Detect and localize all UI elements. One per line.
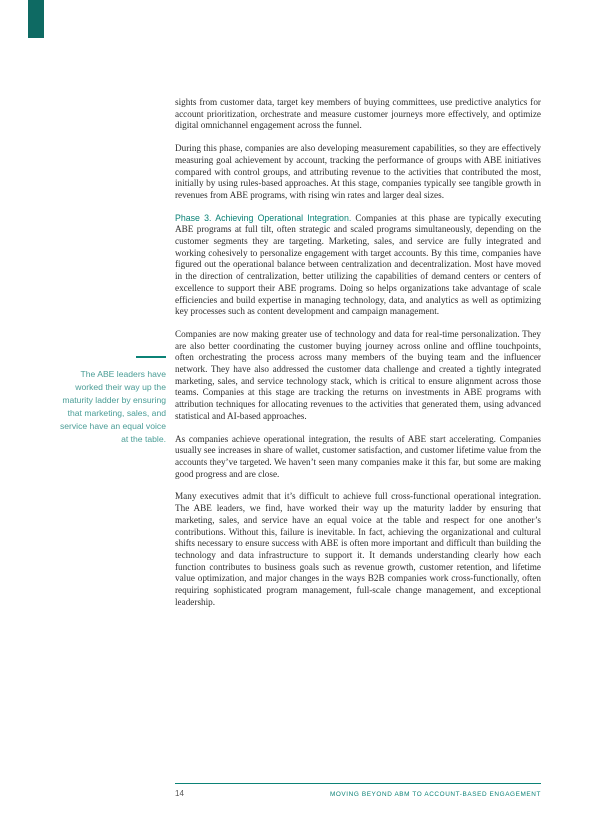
footer-running-title: MOVING BEYOND ABM TO ACCOUNT-BASED ENGAGEMENT: [329, 791, 541, 798]
phase-3-heading: Phase 3. Achieving Operational Integration.: [175, 212, 352, 223]
page-number: 14: [175, 789, 184, 798]
paragraph: During this phase, companies are also developing measurement capabilities, so they are effectively measuring goal achievement by account, tracking the performance of groups with ABE initiatives compared with control groups, and attributing revenue to the activities that contributed the most, initially by using rules-based approaches. At this stage, companies typically see tangible growth in revenues from ABE programs, with rising win rates and larger deal sizes.: [175, 143, 541, 200]
paragraph: Many executives admit that it’s difficult to achieve full cross-functional operational integration. The ABE leaders, we find, have worked their way up the maturity ladder by ensuring that marketing, sales, and service have an equal voice at the table and respect for one another’s contributions. Without this, failure is inevitable. In fact, achieving the organizational and cultural shifts necessary to ensure success with ABE is often more important and difficult than building the technology and data infrastructure to support it. It demands understanding clearly how each function contributes to business goals such as revenue growth, customer retention, and lifetime value optimization, and major changes in the ways B2B companies work cross-functionally, often requiring sophisticated program management, full-scale change management, and exceptional leadership.: [175, 491, 541, 607]
corner-accent-block: [28, 0, 44, 38]
phase-3-text: Companies at this phase are typically executing ABE programs at full tilt, often strategic and scaled programs simultaneously, depending on the customer segments they are targeting. Marketing, sales, and service are fully integrated and working cohesively to personalize engagement with target accounts. By this time, companies have figured out the operational balance between centralization and decentralization. Most have moved in the direction of centralization, better utilizing the capabilities of demand centers or centers of excellence to support their ABE programs. Doing so helps organizations take advantage of scale efficiencies and build expertise in managing technology, data, and analytics as well as optimizing key processes such as content development and campaign management.: [175, 212, 541, 317]
footer: [175, 783, 541, 798]
pull-quote-rule: [136, 356, 166, 358]
pull-quote-text: The ABE leaders have worked their way up the maturity ladder by ensuring that marketing, sales, and service have an equal voice at the table.: [59, 369, 166, 444]
paragraph: [175, 213, 541, 318]
main-text-column: [175, 97, 541, 608]
paragraph: As companies achieve operational integration, the results of ABE start accelerating. Companies usually see increases in share of wallet, customer satisfaction, and customer lifetime value from the accounts they’ve targeted. We haven’t seen many companies make it this far, but some are making good progress and are close.: [175, 433, 541, 479]
paragraph: Companies are now making greater use of technology and data for real-time personalization. They are also better coordinating the customer buying journey across online and offline touchpoints, often orchestrating the process across many members of the buying team and the influencer network. They have also addressed the customer data challenge and created a tightly integrated marketing, sales, and service technology stack, which is critical to ensure alignment across those teams. Companies at this stage are tracking the returns on investments in ABE programs with attribution techniques for allocating revenues to the activities that generated them, using advanced statistical and AI-based approaches.: [175, 328, 541, 421]
paragraph: sights from customer data, target key members of buying committees, use predictive analytics for account prioritization, orchestrate and measure customer journeys more effectively, and optimize digital omnichannel engagement across the funnel.: [175, 97, 541, 131]
pull-quote: [52, 356, 166, 446]
